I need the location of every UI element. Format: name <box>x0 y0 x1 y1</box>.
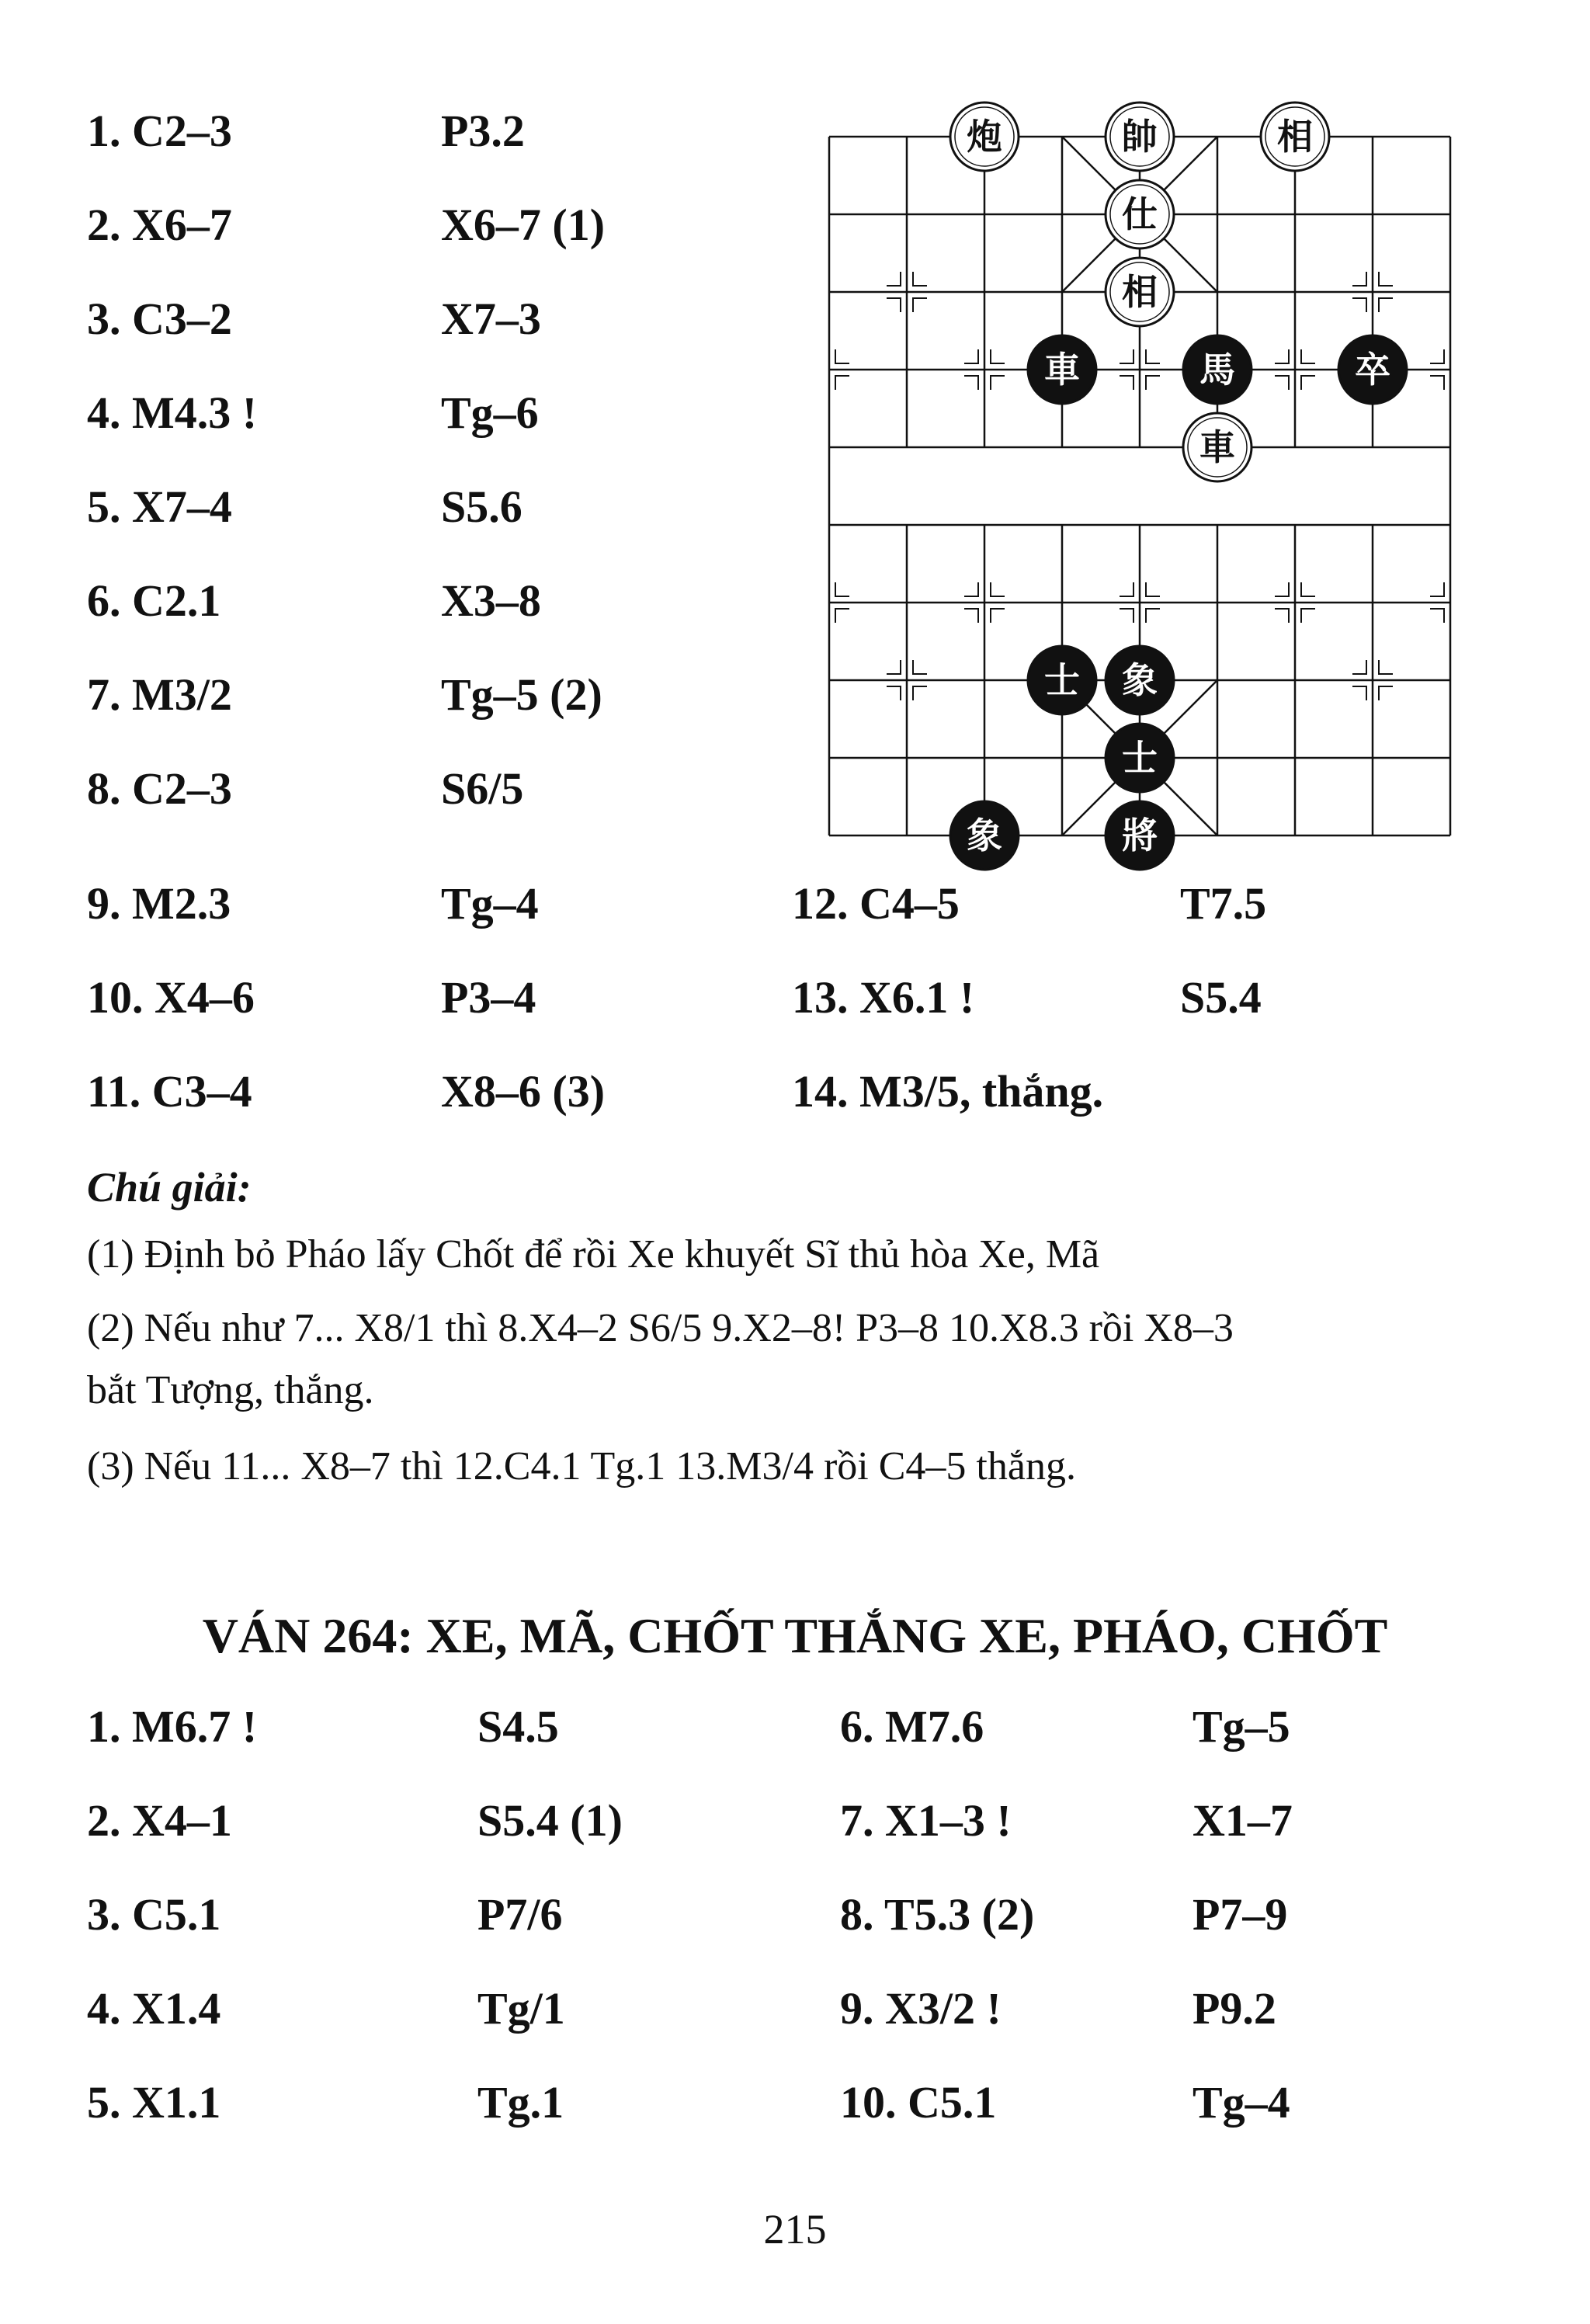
position-marker <box>1352 272 1366 286</box>
position-marker <box>1379 298 1393 312</box>
piece-label: 車 <box>1044 349 1080 391</box>
piece-label: 相 <box>1122 271 1158 313</box>
position-marker <box>913 298 927 312</box>
position-marker <box>1275 376 1289 390</box>
reply-10: P3–4 <box>441 972 536 1023</box>
g2-reply-1: S4.5 <box>477 1701 559 1752</box>
position-marker <box>1301 609 1315 623</box>
position-marker <box>1352 298 1366 312</box>
position-marker <box>913 660 927 674</box>
move-8: 8. C2–3 <box>87 763 232 814</box>
g2-reply-2: S5.4 (1) <box>477 1795 623 1846</box>
position-marker <box>1146 349 1160 363</box>
g2-move-3: 3. C5.1 <box>87 1889 221 1940</box>
reply-2: X6–7 (1) <box>441 200 606 250</box>
move-10: 10. X4–6 <box>87 972 255 1023</box>
move-2: 2. X6–7 <box>87 200 232 250</box>
reply-11: X8–6 (3) <box>441 1066 606 1117</box>
piece-label: 馬 <box>1199 349 1235 391</box>
position-marker <box>1301 376 1315 390</box>
reply-12: T7.5 <box>1180 878 1267 929</box>
reply-1: P3.2 <box>441 106 525 156</box>
position-marker <box>991 376 1005 390</box>
piece-label: 將 <box>1122 815 1158 856</box>
note-2-continued: bắt Tượng, thắng. <box>87 1368 374 1412</box>
g2-move-9: 9. X3/2 ! <box>840 1983 1002 2034</box>
position-marker <box>1379 272 1393 286</box>
position-marker <box>1430 582 1444 596</box>
g2-reply-4: Tg/1 <box>477 1983 565 2034</box>
g2-move-4: 4. X1.4 <box>87 1983 221 2034</box>
position-marker <box>1120 609 1133 623</box>
g2-move-1: 1. M6.7 ! <box>87 1701 258 1752</box>
piece-label: 仕 <box>1122 193 1158 235</box>
position-marker <box>1120 349 1133 363</box>
position-marker <box>887 272 901 286</box>
position-marker <box>887 660 901 674</box>
g2-reply-7: X1–7 <box>1192 1795 1293 1846</box>
reply-5: S5.6 <box>441 481 522 532</box>
piece-label: 相 <box>1277 116 1313 158</box>
position-marker <box>835 582 849 596</box>
piece-label: 象 <box>1122 659 1158 701</box>
note-3: (3) Nếu 11... X8–7 thì 12.C4.1 Tg.1 13.M3/4 rồi C4–5 thắng. <box>87 1444 1076 1489</box>
g2-move-2: 2. X4–1 <box>87 1795 232 1846</box>
note-2: (2) Nếu như 7... X8/1 thì 8.X4–2 S6/5 9.X2–8! P3–8 10.X8.3 rồi X8–3 <box>87 1306 1234 1350</box>
move-5: 5. X7–4 <box>87 481 232 532</box>
reply-9: Tg–4 <box>441 878 539 929</box>
g2-move-10: 10. C5.1 <box>840 2077 997 2128</box>
position-marker <box>1430 609 1444 623</box>
reply-4: Tg–6 <box>441 387 539 438</box>
position-marker <box>1120 376 1133 390</box>
g2-move-7: 7. X1–3 ! <box>840 1795 1012 1846</box>
piece-label: 士 <box>1044 659 1080 701</box>
position-marker <box>835 609 849 623</box>
position-marker <box>1120 582 1133 596</box>
g2-reply-9: P9.2 <box>1192 1983 1276 2034</box>
position-marker <box>913 686 927 700</box>
piece-label: 象 <box>967 815 1002 856</box>
position-marker <box>1275 582 1289 596</box>
position-marker <box>1379 686 1393 700</box>
g2-reply-8: P7–9 <box>1192 1889 1288 1940</box>
position-marker <box>964 609 978 623</box>
position-marker <box>1352 686 1366 700</box>
piece-label: 車 <box>1199 426 1235 468</box>
reply-13: S5.4 <box>1180 972 1262 1023</box>
move-13: 13. X6.1 ! <box>792 972 975 1023</box>
reply-8: S6/5 <box>441 763 524 814</box>
reply-7: Tg–5 (2) <box>441 669 602 720</box>
xiangqi-board-diagram <box>823 78 1460 877</box>
position-marker <box>1146 582 1160 596</box>
position-marker <box>887 686 901 700</box>
position-marker <box>1352 660 1366 674</box>
g2-reply-10: Tg–4 <box>1192 2077 1290 2128</box>
note-1: (1) Định bỏ Pháo lấy Chốt để rồi Xe khuyết Sĩ thủ hòa Xe, Mã <box>87 1232 1100 1277</box>
position-marker <box>887 298 901 312</box>
piece-label: 炮 <box>967 116 1002 158</box>
position-marker <box>913 272 927 286</box>
move-9: 9. M2.3 <box>87 878 231 929</box>
g2-move-5: 5. X1.1 <box>87 2077 221 2128</box>
position-marker <box>991 609 1005 623</box>
position-marker <box>964 349 978 363</box>
position-marker <box>1146 376 1160 390</box>
position-marker <box>835 376 849 390</box>
page-number: 215 <box>763 2206 827 2253</box>
piece-label: 帥 <box>1122 116 1158 158</box>
move-12: 12. C4–5 <box>792 878 960 929</box>
position-marker <box>1430 349 1444 363</box>
piece-label: 士 <box>1122 737 1158 779</box>
g2-move-8: 8. T5.3 (2) <box>840 1889 1035 1940</box>
position-marker <box>1146 609 1160 623</box>
position-marker <box>1275 609 1289 623</box>
reply-6: X3–8 <box>441 575 541 626</box>
g2-reply-3: P7/6 <box>477 1889 563 1940</box>
position-marker <box>1379 660 1393 674</box>
piece-label: 卒 <box>1355 349 1390 391</box>
position-marker <box>1275 349 1289 363</box>
position-marker <box>1301 349 1315 363</box>
game-264-title: VÁN 264: XE, MÃ, CHỐT THẮNG XE, PHÁO, CHỐT <box>202 1608 1388 1663</box>
position-marker <box>991 349 1005 363</box>
position-marker <box>1301 582 1315 596</box>
move-7: 7. M3/2 <box>87 669 232 720</box>
g2-reply-6: Tg–5 <box>1192 1701 1290 1752</box>
position-marker <box>991 582 1005 596</box>
move-1: 1. C2–3 <box>87 106 232 156</box>
move-3: 3. C3–2 <box>87 294 232 344</box>
move-4: 4. M4.3 ! <box>87 387 258 438</box>
reply-3: X7–3 <box>441 294 541 344</box>
position-marker <box>964 376 978 390</box>
g2-move-6: 6. M7.6 <box>840 1701 984 1752</box>
position-marker <box>835 349 849 363</box>
move-14: 14. M3/5, thắng. <box>792 1066 1104 1117</box>
notes-title: Chú giải: <box>87 1164 252 1211</box>
move-11: 11. C3–4 <box>87 1066 252 1117</box>
move-6: 6. C2.1 <box>87 575 221 626</box>
position-marker <box>1430 376 1444 390</box>
g2-reply-5: Tg.1 <box>477 2077 564 2128</box>
position-marker <box>964 582 978 596</box>
